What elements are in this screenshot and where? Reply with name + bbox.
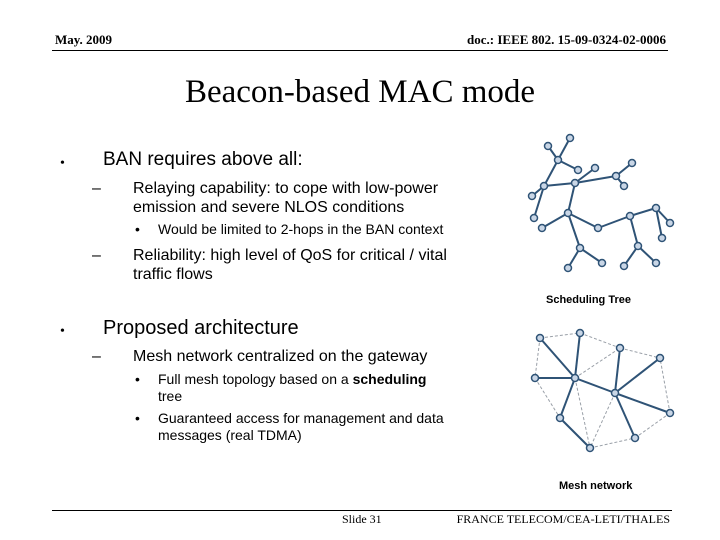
subsub-guaranteed-line2: messages (real TDMA) <box>158 427 302 443</box>
mesh-nodes <box>532 330 674 452</box>
header-divider <box>52 50 668 51</box>
footer-slide-number: Slide 31 <box>342 512 382 526</box>
header-doc-id: doc.: IEEE 802. 15-09-0324-02-0006 <box>467 32 666 47</box>
bullet-dot: • <box>135 410 140 426</box>
slide-title: Beacon-based MAC mode <box>184 74 536 110</box>
subsub-full-mesh-line2: tree <box>158 388 183 404</box>
bullet-ban-requires: BAN requires above all: <box>103 149 303 170</box>
footer-divider <box>52 510 672 511</box>
dash-marker: – <box>92 348 101 365</box>
subsub-guaranteed-line1: Guaranteed access for management and data <box>158 410 444 426</box>
bullet-dot: • <box>135 221 140 237</box>
subsub-full-mesh-line1: Full mesh topology based on a scheduling <box>158 371 427 387</box>
footer-organization: FRANCE TELECOM/CEA-LETI/THALES <box>456 512 670 526</box>
sub-reliability-line1: Reliability: high level of QoS for critical / vital <box>133 247 447 264</box>
sub-mesh-centralized: Mesh network centralized on the gateway <box>133 348 428 365</box>
bullet-dot: • <box>135 371 140 387</box>
tree-nodes <box>529 135 674 272</box>
dash-marker: – <box>92 247 101 264</box>
bullet-dot: • <box>60 324 65 339</box>
scheduling-tree-diagram <box>520 128 680 298</box>
bullet-dot: • <box>60 156 65 171</box>
bullet-proposed-architecture: Proposed architecture <box>103 317 299 339</box>
subsub-two-hops: Would be limited to 2-hops in the BAN context <box>158 221 444 237</box>
dash-marker: – <box>92 180 101 197</box>
scheduling-tree-caption: Scheduling Tree <box>546 294 631 306</box>
mesh-network-caption: Mesh network <box>559 480 633 492</box>
mesh-network-diagram <box>520 318 680 478</box>
sub-relaying-line1: Relaying capability: to cope with low-power <box>133 180 439 197</box>
sub-reliability-line2: traffic flows <box>133 266 213 283</box>
sub-relaying-line2: emission and severe NLOS conditions <box>133 199 405 216</box>
header-date: May. 2009 <box>55 32 113 47</box>
